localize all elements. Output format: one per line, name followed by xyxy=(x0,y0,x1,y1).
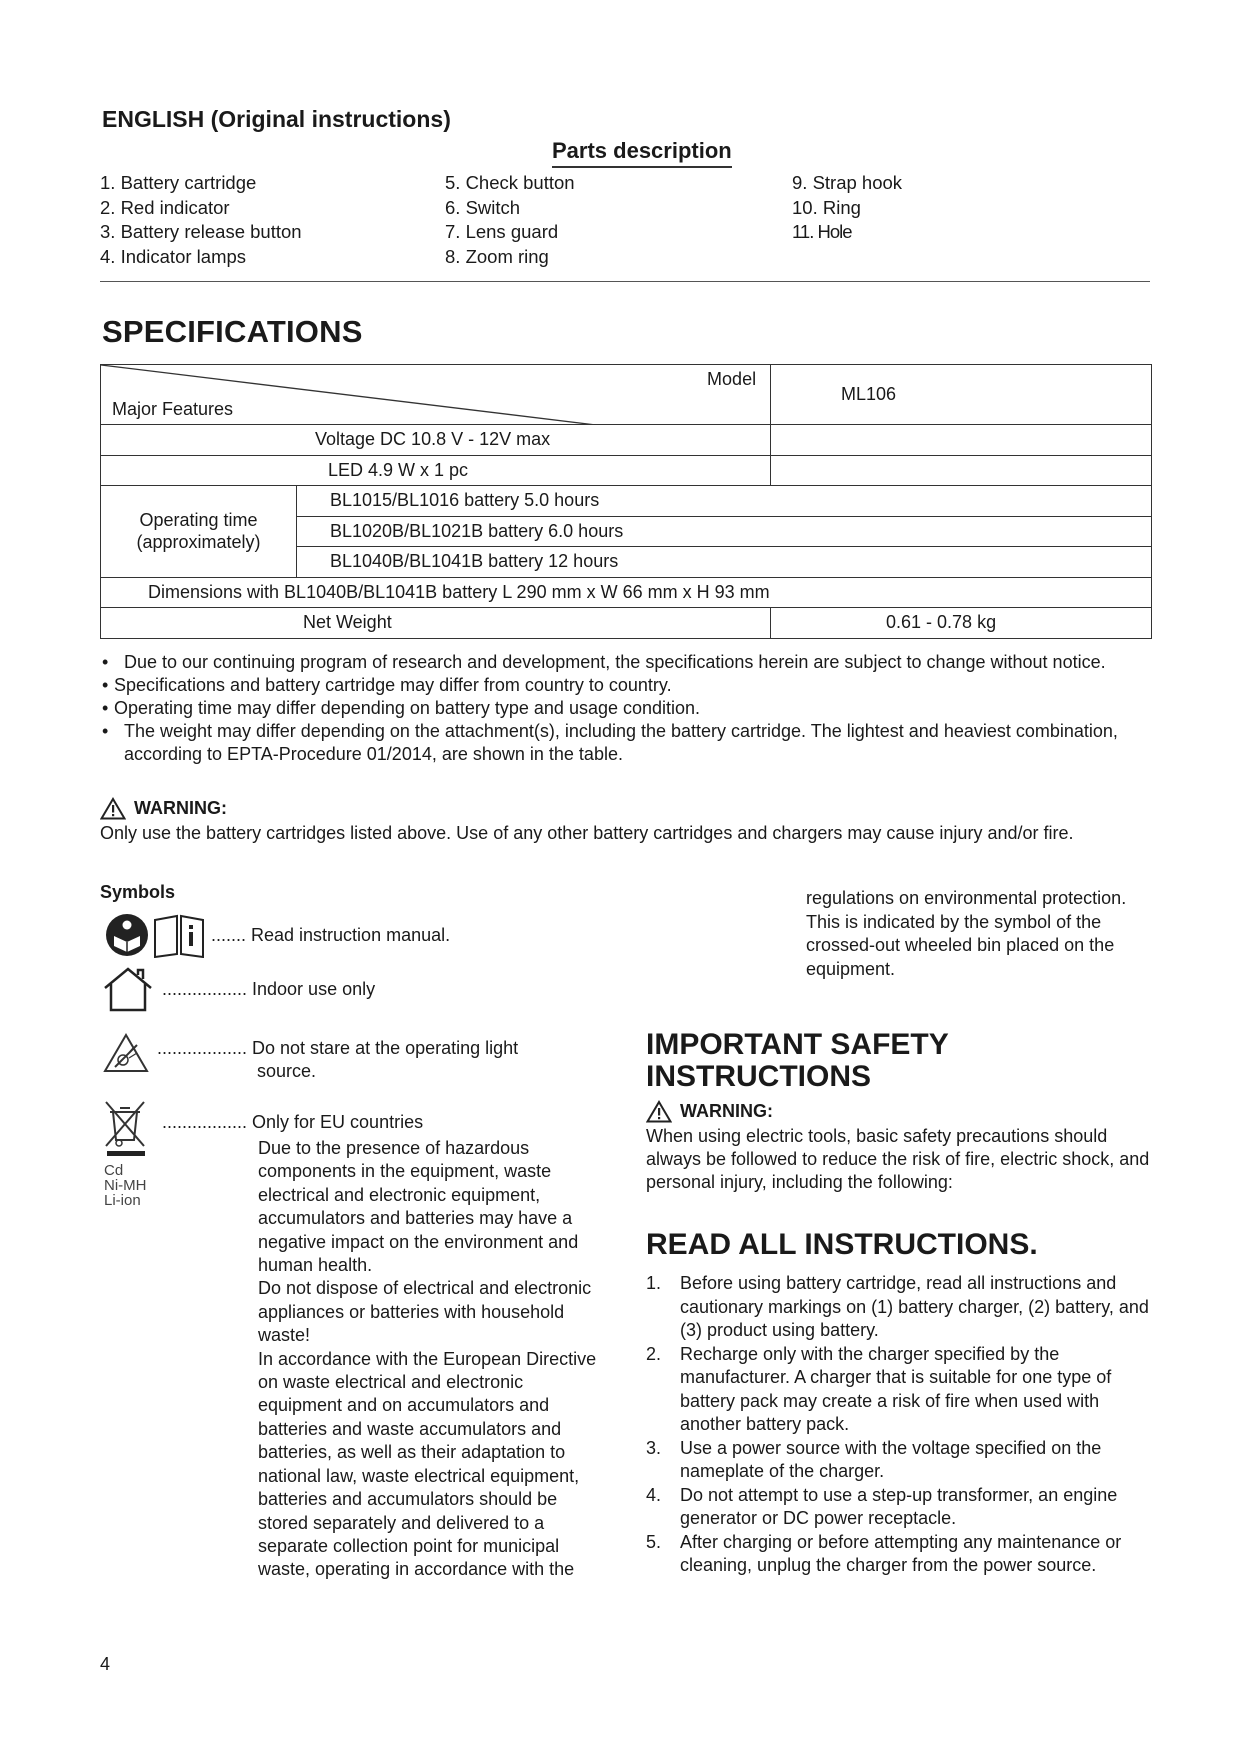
table-row xyxy=(101,486,1152,517)
note-item xyxy=(102,697,1152,720)
list-item-number: 1. xyxy=(646,1273,662,1293)
table-row xyxy=(101,425,1152,456)
safety-title-line2: INSTRUCTIONS xyxy=(646,1060,871,1093)
table-row xyxy=(101,455,1152,486)
do-not-stare-line2: source. xyxy=(257,1061,317,1081)
symbol-read-manual xyxy=(104,912,450,958)
part-item: 7. Lens guard xyxy=(445,221,559,242)
eu-only-text: ................. Only for EU countries xyxy=(162,1112,424,1132)
warning-heading xyxy=(100,797,1152,820)
bullet-icon: • xyxy=(102,675,109,695)
specifications-table xyxy=(100,364,1152,639)
part-item: 2. Red indicator xyxy=(100,196,230,218)
note-item xyxy=(102,651,1152,674)
page-number: 4 xyxy=(100,1654,111,1674)
model-name-cell xyxy=(771,365,1152,425)
bullet-icon: • xyxy=(102,721,109,741)
battery-codes xyxy=(104,1163,148,1208)
page-header: ENGLISH (Original instructions) xyxy=(102,106,451,132)
warning-block xyxy=(100,797,1152,845)
table-row xyxy=(101,577,1152,608)
symbol-indoor-use xyxy=(102,966,375,1012)
list-item-number: 3. xyxy=(646,1437,662,1458)
safety-warning-block xyxy=(646,1100,1151,1194)
parts-list-col3 xyxy=(792,171,902,245)
battery-code: Li-ion xyxy=(104,1192,141,1209)
note-text: Due to our continuing program of research and development, the specifications herein are subject to change without notice. xyxy=(124,652,1106,672)
do-not-stare-line1: .................. Do not stare at the operating light xyxy=(157,1038,519,1058)
operating-time-label-cell xyxy=(101,486,297,578)
list-item-text: After charging or before attempting any maintenance or cleaning, unplug the charger from the power source. xyxy=(680,1531,1122,1575)
warning-heading xyxy=(646,1100,1151,1123)
part-item: 8. Zoom ring xyxy=(445,245,549,267)
note-text: Specifications and battery cartridge may differ from country to country. xyxy=(114,675,672,695)
house-icon xyxy=(102,966,154,1012)
symbols-title: Symbols xyxy=(100,882,176,902)
list-item-number: 2. xyxy=(646,1343,662,1364)
part-item: 1. Battery cartridge xyxy=(100,172,257,193)
symbol-do-not-stare xyxy=(103,1033,518,1083)
operating-time-label-sub: (approximately) xyxy=(136,532,261,553)
table-row xyxy=(101,608,1152,639)
part-item: 11. Hole xyxy=(792,221,852,242)
part-item: 9. Strap hook xyxy=(792,172,903,193)
read-all-instructions-title: READ ALL INSTRUCTIONS. xyxy=(646,1228,1038,1261)
voltage-cell: Voltage DC 10.8 V - 12V max xyxy=(101,425,771,456)
table-row xyxy=(101,365,1152,425)
part-item: 6. Switch xyxy=(445,196,521,218)
battery-code: Ni-MH xyxy=(104,1177,147,1194)
specifications-title: SPECIFICATIONS xyxy=(102,314,363,349)
battery-code: Cd xyxy=(104,1162,124,1179)
list-item-number: 4. xyxy=(646,1484,662,1505)
part-item: 5. Check button xyxy=(445,172,575,193)
led-cell: LED 4.9 W x 1 pc xyxy=(101,455,771,486)
net-weight-label-cell: Net Weight xyxy=(101,608,771,639)
model-label: Model xyxy=(707,369,757,389)
warning-triangle-icon xyxy=(100,797,126,820)
table-header-diagonal-cell xyxy=(101,365,771,425)
safety-warning-text: When using electric tools, basic safety precautions should always be followed to reduce the risk of fire, electric shock, and personal injury, including the following: xyxy=(646,1126,1150,1192)
parts-description-title: Parts description xyxy=(552,138,732,168)
list-item-text: Do not attempt to use a step-up transformer, an engine generator or DC power receptacle. xyxy=(680,1484,1118,1528)
operating-time-row: BL1020B/BL1021B battery 6.0 hours xyxy=(297,516,1152,547)
note-item xyxy=(102,674,1152,697)
empty-cell xyxy=(771,455,1152,486)
list-item xyxy=(646,1531,1151,1578)
note-text: The weight may differ depending on the attachment(s), including the battery cartridge. The lightest and heaviest combination, according to EPTA-Procedure 01/2014, are shown in the table. xyxy=(124,721,1118,764)
crossed-bin-icon xyxy=(104,1100,148,1156)
indoor-use-text: ................. Indoor use only xyxy=(162,979,376,999)
list-item xyxy=(646,1437,1151,1484)
empty-cell xyxy=(771,425,1152,456)
do-not-stare-icon xyxy=(103,1033,149,1073)
warning-label: WARNING: xyxy=(680,1101,773,1121)
eu-disposal-text: Due to the presence of hazardous components in the equipment, waste electrical and electronic equipment, accumulators and batteries may have a negative impact on the environment and human health. Do not dispose of electrical and electronic appliances or batteries with household waste! In accordance with the European Directive on waste electrical and electronic equipment and on accumulators and batteries and waste accumulators and batteries, as well as their adaptation to national law, waste electrical equipment, batteries and accumulators should be stored separately and delivered to a separate collection point for municipal waste, operating in accordance with the xyxy=(258,1138,597,1580)
section-divider xyxy=(100,281,1150,282)
part-item: 4. Indicator lamps xyxy=(100,245,247,267)
list-item xyxy=(646,1484,1151,1531)
list-item xyxy=(646,1343,1151,1437)
part-item: 3. Battery release button xyxy=(100,221,302,242)
major-features-label: Major Features xyxy=(112,399,234,419)
safety-title xyxy=(646,1029,949,1093)
list-item-number: 5. xyxy=(646,1531,662,1552)
operating-time-row: BL1015/BL1016 battery 5.0 hours xyxy=(297,486,1152,517)
model-name: ML106 xyxy=(841,384,897,404)
safety-title-line1: IMPORTANT SAFETY xyxy=(646,1028,949,1061)
eu-disposal-text-continued: regulations on environmental protection. This is indicated by the symbol of the crossed-out wheeled bin placed on the equipment. xyxy=(806,888,1127,979)
operating-time-row: BL1040B/BL1041B battery 12 hours xyxy=(297,547,1152,578)
safety-instructions-list xyxy=(646,1272,1151,1578)
parts-list-col2 xyxy=(445,171,575,269)
info-book-icon xyxy=(152,914,206,958)
note-item xyxy=(102,720,1152,766)
parts-list-col1 xyxy=(100,171,302,269)
bullet-icon: • xyxy=(102,698,109,718)
list-item-text: Use a power source with the voltage specified on the nameplate of the charger. xyxy=(680,1437,1102,1481)
warning-label: WARNING: xyxy=(134,798,227,818)
symbol-eu-weee xyxy=(104,1100,148,1208)
net-weight-value-cell: 0.61 - 0.78 kg xyxy=(771,608,1152,639)
part-item: 10. Ring xyxy=(792,196,861,218)
note-text: Operating time may differ depending on battery type and usage condition. xyxy=(114,698,701,718)
dimensions-cell: Dimensions with BL1040B/BL1041B battery L 290 mm x W 66 mm x H 93 mm xyxy=(101,577,1152,608)
do-not-stare-text xyxy=(157,1037,518,1083)
list-item xyxy=(646,1272,1151,1343)
warning-triangle-icon xyxy=(646,1100,672,1123)
bullet-icon: • xyxy=(102,652,109,672)
warning-text: Only use the battery cartridges listed above. Use of any other battery cartridges and chargers may cause injury and/or fire. xyxy=(100,823,1074,843)
list-item-text: Before using battery cartridge, read all instructions and cautionary markings on (1) battery charger, (2) battery, and (3) product using battery. xyxy=(680,1273,1149,1340)
operating-time-label: Operating time xyxy=(139,510,258,531)
read-manual-icon xyxy=(104,912,150,958)
spec-notes xyxy=(102,651,1152,766)
list-item-text: Recharge only with the charger specified by the manufacturer. A charger that is suitable for one type of battery pack may create a risk of fire when used with another battery pack. xyxy=(680,1343,1112,1434)
read-manual-text: ....... Read instruction manual. xyxy=(211,925,451,945)
